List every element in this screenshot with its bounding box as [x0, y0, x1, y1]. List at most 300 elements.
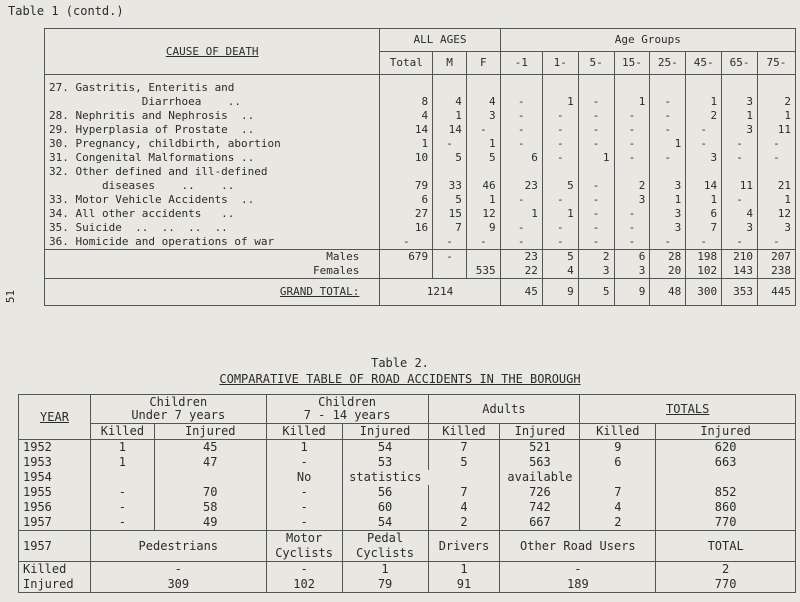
table-cell: 16 [380, 221, 433, 235]
table-cell: 1 [500, 207, 542, 221]
table-cell: - [266, 485, 342, 500]
table-cell: 3 [722, 123, 758, 137]
table-cell: - [266, 500, 342, 515]
table-row [45, 179, 796, 193]
table-row [45, 109, 796, 123]
table-row [45, 137, 796, 151]
males-label: Males [45, 250, 380, 265]
table-cell: 3 [614, 193, 650, 207]
year-cell: 1954 [19, 470, 91, 485]
age-header: 15- [614, 52, 650, 75]
table-cell: 1 [542, 95, 578, 109]
table-cell: 2 [614, 179, 650, 193]
table-cell: 620 [656, 440, 796, 456]
table-cell: 102 [266, 577, 342, 593]
females-row [45, 264, 796, 279]
table-cell: 6 [614, 250, 650, 265]
table-row [19, 500, 796, 515]
cause-cell: 28. Nephritis and Nephrosis .. [45, 109, 380, 123]
table-cell: - [614, 109, 650, 123]
motor-cyclists-header: Motor Cyclists [266, 531, 342, 562]
other-road-users-header: Other Road Users [500, 531, 656, 562]
table-cell: 5 [428, 455, 500, 470]
table-cell [433, 81, 467, 95]
table-cell: 54 [342, 515, 428, 531]
table-cell: 60 [342, 500, 428, 515]
table-cell [650, 165, 686, 179]
table-cell: 1 [578, 151, 614, 165]
table-cell: 9 [466, 221, 500, 235]
table-cell: 1 [90, 455, 154, 470]
year-header: YEAR [19, 395, 91, 440]
table-cell: 2 [656, 562, 796, 578]
table-cell: 2 [757, 95, 795, 109]
table-cell: - [578, 123, 614, 137]
table-cell: - [500, 221, 542, 235]
table-cell: 770 [656, 577, 796, 593]
table-row [45, 207, 796, 221]
table-cell [380, 165, 433, 179]
table-cell: 45 [500, 279, 542, 306]
table-cell: 198 [686, 250, 722, 265]
table-cell: 11 [757, 123, 795, 137]
table-cell: - [757, 137, 795, 151]
table-cell: 7 [428, 485, 500, 500]
table-cell [380, 264, 433, 279]
age-header: 5- [578, 52, 614, 75]
table-cell: 6 [580, 455, 656, 470]
table-cell: - [90, 500, 154, 515]
age-header: 75- [757, 52, 795, 75]
injured-label: Injured [19, 577, 91, 593]
table-cell: 58 [154, 500, 266, 515]
table-cell [466, 250, 500, 265]
year-cell: 1955 [19, 485, 91, 500]
table-cell: - [650, 109, 686, 123]
table-cell [466, 165, 500, 179]
table-cell: 1 [650, 193, 686, 207]
table-cell: 726 [500, 485, 580, 500]
f-header: F [466, 52, 500, 75]
age-header: 1- [542, 52, 578, 75]
table-cell: 3 [614, 264, 650, 279]
killed-row [19, 562, 796, 578]
table-cell [542, 165, 578, 179]
table-cell: 14 [433, 123, 467, 137]
table-cell: - [542, 151, 578, 165]
table-cell: 21 [757, 179, 795, 193]
table-cell: - [614, 137, 650, 151]
table-cell: 23 [500, 179, 542, 193]
table-cell: - [578, 221, 614, 235]
table-cell: 56 [342, 485, 428, 500]
table-cell [722, 165, 758, 179]
table-cell: - [90, 515, 154, 531]
children-7-14-header: Children 7 - 14 years [266, 395, 428, 424]
table-cell: 1 [757, 193, 795, 207]
pedestrians-header: Pedestrians [90, 531, 266, 562]
table-cell [380, 81, 433, 95]
table-cell: 663 [656, 455, 796, 470]
table-cell: 3 [650, 179, 686, 193]
no-label: No [266, 470, 342, 485]
table-cell: 5 [542, 250, 578, 265]
table-cell [614, 81, 650, 95]
cause-header: CAUSE OF DEATH [45, 29, 380, 75]
grand-total-label: GRAND TOTAL: [45, 279, 380, 306]
table-row [45, 151, 796, 165]
table-cell: 4 [428, 500, 500, 515]
table-cell: 53 [342, 455, 428, 470]
table-row [45, 221, 796, 235]
table-cell: - [500, 235, 542, 250]
table-cell: 54 [342, 440, 428, 456]
table-cell: - [542, 193, 578, 207]
table-cell: 667 [500, 515, 580, 531]
table-cell: - [266, 562, 342, 578]
table-cell: - [466, 123, 500, 137]
table-cell: 9 [614, 279, 650, 306]
injured-header: Injured [154, 424, 266, 440]
page-title: Table 1 (contd.) [8, 4, 124, 18]
table-cell: 14 [380, 123, 433, 137]
table-cell: 1 [342, 562, 428, 578]
table-cell: - [500, 137, 542, 151]
adults-header: Adults [428, 395, 580, 424]
table-cell: 28 [650, 250, 686, 265]
table-cell: - [757, 151, 795, 165]
table-cell: 12 [466, 207, 500, 221]
cause-cell: 35. Suicide .. .. .. .. [45, 221, 380, 235]
table-cell: - [614, 151, 650, 165]
table-cell: 23 [500, 250, 542, 265]
table-cell: - [578, 137, 614, 151]
table-cell: 238 [757, 264, 795, 279]
cause-cell: 31. Congenital Malformations .. [45, 151, 380, 165]
table-cell: 7 [428, 440, 500, 456]
table-cell: - [500, 109, 542, 123]
table-cell: 1 [542, 207, 578, 221]
females-label: Females [45, 264, 380, 279]
table-cell: 353 [722, 279, 758, 306]
table-cell: 7 [580, 485, 656, 500]
table-cell: 45 [154, 440, 266, 456]
table-cell: 4 [542, 264, 578, 279]
road-accidents-table [18, 394, 796, 593]
table-cell: - [578, 193, 614, 207]
table-cell: - [686, 235, 722, 250]
table-cell: 679 [380, 250, 433, 265]
total-header: Total [380, 52, 433, 75]
table-cell: - [542, 137, 578, 151]
table-cell: 860 [656, 500, 796, 515]
table-cell: 4 [580, 500, 656, 515]
table-cell: 70 [154, 485, 266, 500]
table-cell [686, 165, 722, 179]
table-cell: 1 [686, 193, 722, 207]
totals-header: TOTALS [580, 395, 796, 424]
table-cell [722, 81, 758, 95]
table-cell: 1 [757, 109, 795, 123]
table-cell: - [614, 123, 650, 137]
age-header: 25- [650, 52, 686, 75]
cause-cell: 34. All other accidents .. [45, 207, 380, 221]
table-cell: 742 [500, 500, 580, 515]
table-cell: - [578, 207, 614, 221]
table-cell [757, 81, 795, 95]
table-cell [466, 81, 500, 95]
table-cell: 2 [428, 515, 500, 531]
table-cell: 91 [428, 577, 500, 593]
table-cell [433, 264, 467, 279]
males-row [45, 250, 796, 265]
drivers-header: Drivers [428, 531, 500, 562]
table-cell: - [614, 235, 650, 250]
table-cell: 8 [380, 95, 433, 109]
causes-table-body [45, 75, 796, 250]
table-cell: 5 [433, 151, 467, 165]
table-cell: 20 [650, 264, 686, 279]
table-cell: 5 [466, 151, 500, 165]
table-cell: 6 [686, 207, 722, 221]
table-cell: 189 [500, 577, 656, 593]
table-cell: 3 [757, 221, 795, 235]
children-under7-header: Children Under 7 years [90, 395, 266, 424]
table-cell: 33 [433, 179, 467, 193]
table-cell: - [542, 221, 578, 235]
table-cell: - [722, 137, 758, 151]
table-cell: - [650, 123, 686, 137]
table-row [19, 455, 796, 470]
m-header: M [433, 52, 467, 75]
table-cell: - [650, 235, 686, 250]
total-header: TOTAL [656, 531, 796, 562]
table-cell: 9 [580, 440, 656, 456]
table-cell: - [433, 250, 467, 265]
table-cell [500, 81, 542, 95]
cause-cell: 29. Hyperplasia of Prostate .. [45, 123, 380, 137]
available-label: available [500, 470, 580, 485]
table-cell: 6 [500, 151, 542, 165]
table-cell: 49 [154, 515, 266, 531]
table-cell: 79 [380, 179, 433, 193]
cause-cell: 36. Homicide and operations of war [45, 235, 380, 250]
table-cell: 3 [722, 95, 758, 109]
table-cell: - [578, 95, 614, 109]
table-cell: - [500, 95, 542, 109]
injured-header: Injured [342, 424, 428, 440]
table-cell: - [500, 562, 656, 578]
year-cell: 1957 [19, 515, 91, 531]
table-cell: 521 [500, 440, 580, 456]
table-cell: - [542, 109, 578, 123]
cause-cell: diseases .. .. [45, 179, 380, 193]
table-cell: 1 [614, 95, 650, 109]
table-cell [686, 81, 722, 95]
table-cell: 3 [650, 207, 686, 221]
breakdown-header-row [19, 531, 796, 562]
cause-cell: 30. Pregnancy, childbirth, abortion [45, 137, 380, 151]
table-cell: - [500, 123, 542, 137]
killed-header: Killed [428, 424, 500, 440]
table-cell [500, 165, 542, 179]
killed-header: Killed [90, 424, 154, 440]
table-cell: - [266, 455, 342, 470]
table-cell: - [722, 193, 758, 207]
table-cell: 4 [466, 95, 500, 109]
table-cell [433, 165, 467, 179]
grand-total-row [45, 279, 796, 306]
causes-of-death-table [44, 28, 796, 306]
table-cell: 15 [433, 207, 467, 221]
all-ages-header: ALL AGES [380, 29, 500, 52]
table-cell: - [90, 485, 154, 500]
table-cell: 14 [686, 179, 722, 193]
table-row [45, 193, 796, 207]
table-row [19, 440, 796, 456]
table-cell: 4 [722, 207, 758, 221]
table-cell: 5 [542, 179, 578, 193]
table-cell: 1 [428, 562, 500, 578]
table-cell: 12 [757, 207, 795, 221]
table-cell: 300 [686, 279, 722, 306]
killed-label: Killed [19, 562, 91, 578]
table-cell: 770 [656, 515, 796, 531]
table-cell: 1 [650, 137, 686, 151]
table-row [19, 485, 796, 500]
table-cell [650, 81, 686, 95]
table-cell: - [542, 123, 578, 137]
table-cell: - [380, 235, 433, 250]
table-cell: 47 [154, 455, 266, 470]
table-cell: - [578, 179, 614, 193]
table-cell: 1 [433, 109, 467, 123]
table-cell: 2 [580, 515, 656, 531]
table-cell: 4 [380, 109, 433, 123]
table-cell: 207 [757, 250, 795, 265]
injured-header: Injured [500, 424, 580, 440]
table-cell: - [686, 123, 722, 137]
table-cell: 563 [500, 455, 580, 470]
cause-cell: 27. Gastritis, Enteritis and [45, 81, 380, 95]
table-cell: 1 [466, 193, 500, 207]
table-cell: - [722, 151, 758, 165]
age-header: 65- [722, 52, 758, 75]
table-row [45, 235, 796, 250]
table-cell [614, 165, 650, 179]
table-cell: - [686, 137, 722, 151]
accidents-table-body [19, 440, 796, 593]
table-cell: 79 [342, 577, 428, 593]
table-cell: - [722, 235, 758, 250]
table-cell: - [542, 235, 578, 250]
table-cell: 445 [757, 279, 795, 306]
table-cell: 1 [466, 137, 500, 151]
table-cell: 11 [722, 179, 758, 193]
table-cell: 48 [650, 279, 686, 306]
statistics-label: statistics [342, 470, 428, 485]
table-cell: - [466, 235, 500, 250]
table-cell: 4 [433, 95, 467, 109]
year-cell: 1953 [19, 455, 91, 470]
table-cell: 5 [578, 279, 614, 306]
injured-header: Injured [656, 424, 796, 440]
table2-subtitle: COMPARATIVE TABLE OF ROAD ACCIDENTS IN THE BOROUGH [219, 372, 581, 386]
killed-header: Killed [266, 424, 342, 440]
table-cell [578, 81, 614, 95]
table-cell: 852 [656, 485, 796, 500]
table-cell: 7 [433, 221, 467, 235]
table-row [45, 95, 796, 109]
table-cell: 535 [466, 264, 500, 279]
table-cell: 143 [722, 264, 758, 279]
table-row [19, 515, 796, 531]
table-row [45, 123, 796, 137]
table-cell: 309 [90, 577, 266, 593]
table-cell: 3 [466, 109, 500, 123]
table-cell: 1 [686, 95, 722, 109]
table-cell: 3 [722, 221, 758, 235]
table-cell: 210 [722, 250, 758, 265]
pedal-cyclists-header: Pedal Cyclists [342, 531, 428, 562]
table-cell: - [433, 235, 467, 250]
table-cell: 102 [686, 264, 722, 279]
table-cell: - [578, 109, 614, 123]
table-cell: - [757, 235, 795, 250]
table-row [19, 470, 796, 485]
age-header: 45- [686, 52, 722, 75]
table2-title: Table 2. [371, 356, 429, 370]
table-cell: 1 [380, 137, 433, 151]
table-cell: - [433, 137, 467, 151]
table-cell [757, 165, 795, 179]
table-cell: 27 [380, 207, 433, 221]
page-number: 51 [4, 289, 18, 304]
table-row [45, 81, 796, 95]
injured-row [19, 577, 796, 593]
table-cell: 9 [542, 279, 578, 306]
table-cell: - [266, 515, 342, 531]
table-cell: 1 [90, 440, 154, 456]
age-header: -1 [500, 52, 542, 75]
table-cell: - [500, 193, 542, 207]
table-cell: 6 [380, 193, 433, 207]
table-cell [578, 165, 614, 179]
table-cell: 7 [686, 221, 722, 235]
table-cell: - [90, 562, 266, 578]
table-cell: - [614, 207, 650, 221]
table-cell [542, 81, 578, 95]
cause-cell: Diarrhoea .. [45, 95, 380, 109]
table-row [45, 165, 796, 179]
year-cell: 1952 [19, 440, 91, 456]
table-cell: 3 [650, 221, 686, 235]
table-cell: - [650, 95, 686, 109]
age-groups-header: Age Groups [500, 29, 795, 52]
table-cell: 46 [466, 179, 500, 193]
table-cell: 1 [266, 440, 342, 456]
table-cell: 2 [686, 109, 722, 123]
grand-total-value: 1214 [380, 279, 500, 306]
year-cell: 1956 [19, 500, 91, 515]
table-cell: 10 [380, 151, 433, 165]
table-cell: - [650, 151, 686, 165]
cause-cell: 33. Motor Vehicle Accidents .. [45, 193, 380, 207]
year-cell: 1957 [19, 531, 91, 562]
table-cell: 5 [433, 193, 467, 207]
table-cell: - [614, 221, 650, 235]
table-cell: - [578, 235, 614, 250]
